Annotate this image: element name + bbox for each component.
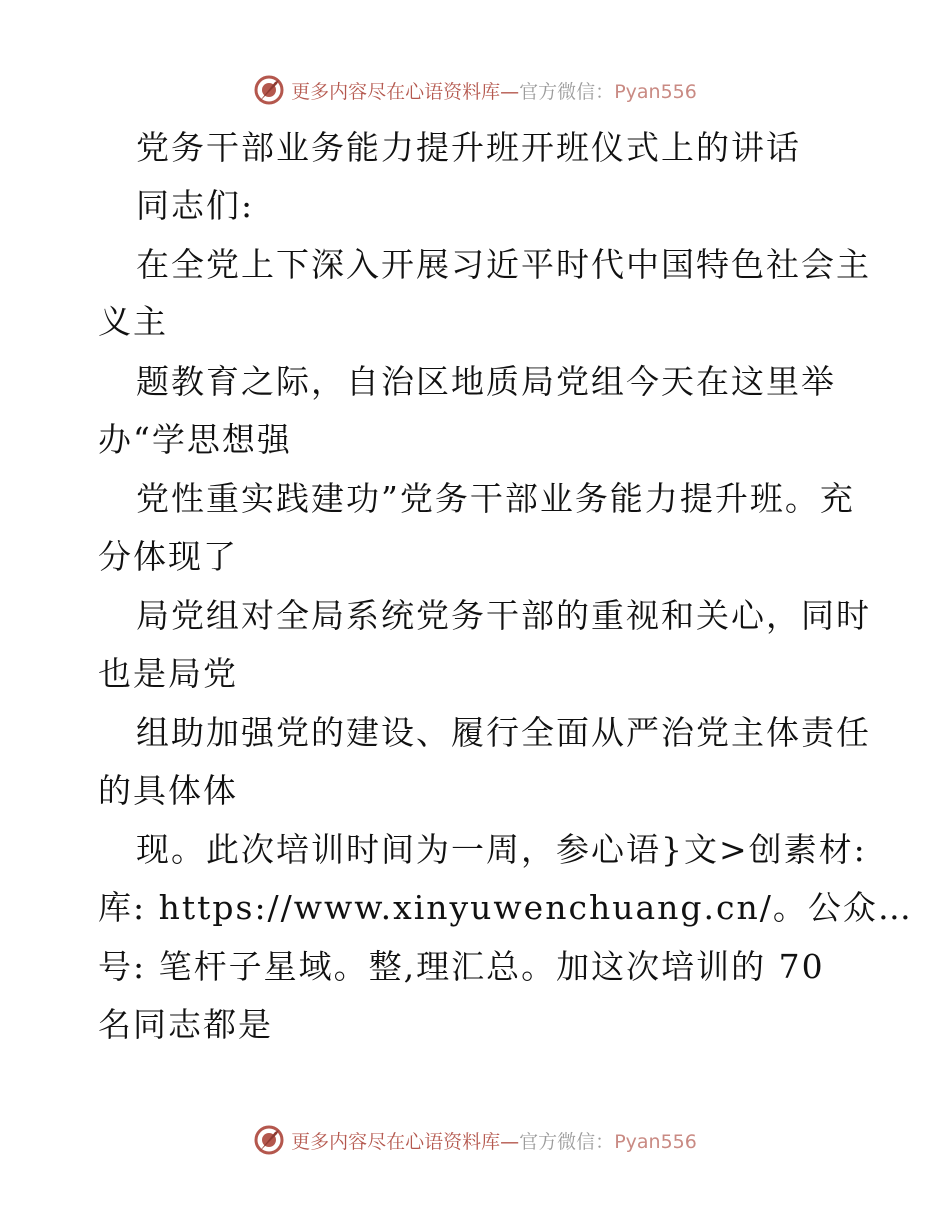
paragraph-line: 的具体体 [98,771,238,810]
paragraph-line: 义主 [98,302,168,341]
watermark-wechat-id: Pyan556 [614,80,697,103]
watermark-brand: 更多内容尽在心语资料库 [291,1130,501,1153]
footer-watermark [0,1120,950,1160]
watermark-text [291,77,697,104]
watermark-brand: 更多内容尽在心语资料库 [291,80,501,103]
watermark-wechat-label: 官方微信： [519,1130,615,1153]
paragraph-line: 办“学思想强 [98,420,292,459]
document-title: 党务干部业务能力提升班开班仪式上的讲话 [136,128,801,167]
salutation: 同志们: [136,186,255,225]
watermark-separator: — [500,80,520,103]
paragraph-line: 题教育之际，自治区地质局党组今天在这里举 [136,362,836,401]
paragraph-line: 党性重实践建功”党务干部业务能力提升班。充 [136,479,855,518]
header-watermark [0,70,950,110]
paragraph-line: 现。此次培训时间为一周，参心语}文>创素材: [136,830,867,869]
paragraph-line: 库: https://www.xinyuwenchuang.cn/。公众… [98,888,913,927]
watermark-wechat-label: 官方微信： [519,80,615,103]
watermark-separator: — [500,1130,520,1153]
paragraph-line: 组助加强党的建设、履行全面从严治党主体责任 [136,713,871,752]
paragraph-line: 在全党上下深入开展习近平时代中国特色社会主 [136,245,871,284]
watermark-text [291,1127,697,1154]
paragraph-line: 号: 笔杆子星域。整,理汇总。加这次培训的 70 [98,947,825,986]
quill-pen-logo-icon [253,1124,285,1156]
watermark-wechat-id: Pyan556 [614,1130,697,1153]
paragraph-line: 也是局党 [98,654,238,693]
paragraph-line: 名同志都是 [98,1005,273,1044]
paragraph-line: 局党组对全局系统党务干部的重视和关心，同时 [136,596,871,635]
paragraph-line: 分体现了 [98,537,238,576]
quill-pen-logo-icon [253,74,285,106]
